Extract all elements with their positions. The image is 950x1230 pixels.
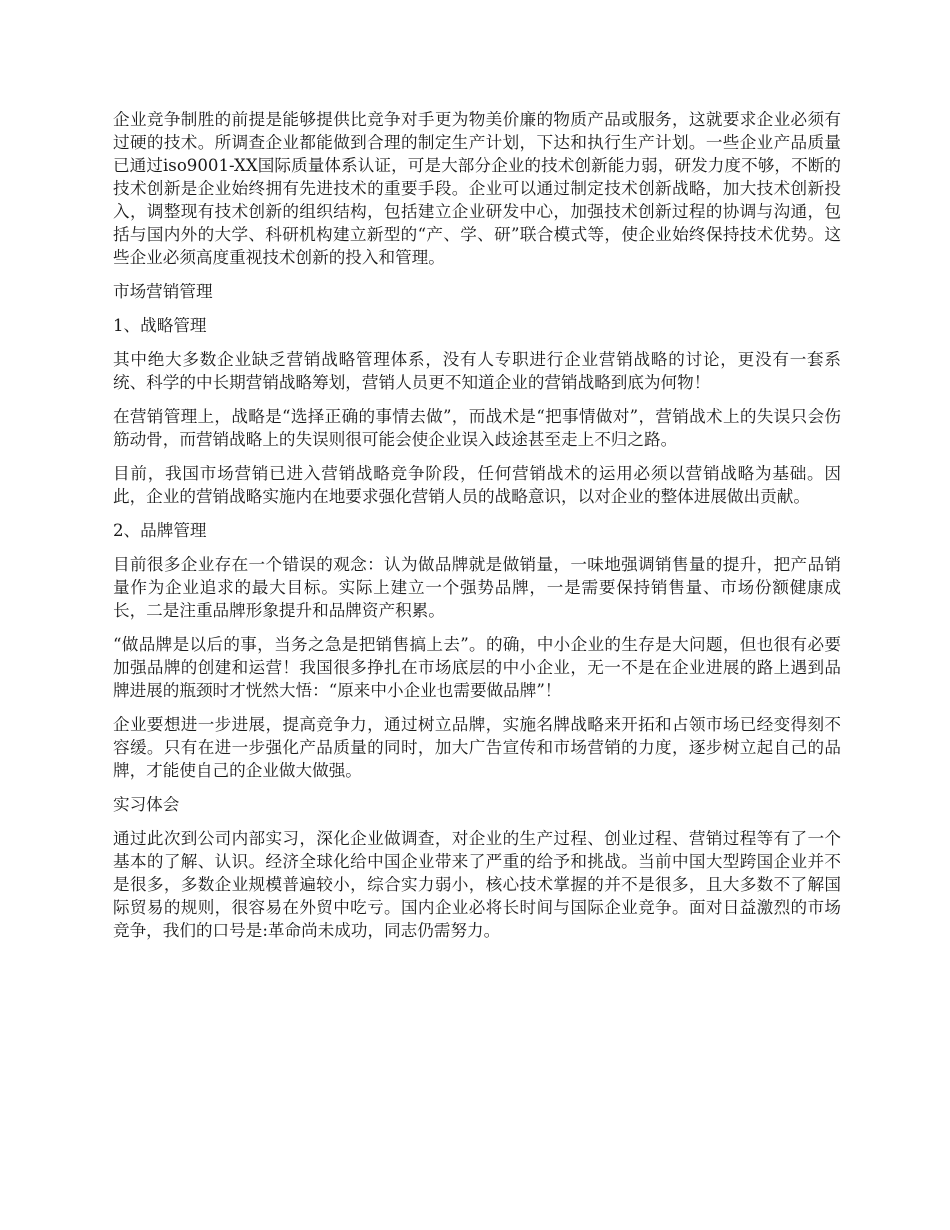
heading-marketing-management: 市场营销管理 xyxy=(113,282,213,301)
heading-strategy-management: 1、战略管理 xyxy=(113,316,207,335)
paragraph-brand-2: “做品牌是以后的事，当务之急是把销售搞上去”。的确，中小企业的生存是大问题，但也很有必要加强品牌的创建和运营！我国很多挣扎在市场底层的中小企业，无一不是在企业进展的路上遇到品牌进展的瓶颈时才恍然大悟：“原来中小企业也需要做品牌”！ xyxy=(113,635,841,700)
document-body xyxy=(113,108,841,953)
heading-internship-reflection: 实习体会 xyxy=(113,795,180,814)
paragraph-brand-3: 企业要想进一步进展，提高竞争力，通过树立品牌，实施名牌战略来开拓和占领市场已经变得刻不容缓。只有在进一步强化产品质量的同时，加大广告宣传和市场营销的力度，逐步树立起自己的品牌，才能使自己的企业做大做强。 xyxy=(113,715,841,780)
paragraph-strategy-1: 其中绝大多数企业缺乏营销战略管理体系，没有人专职进行企业营销战略的讨论，更没有一套系统、科学的中长期营销战略筹划，营销人员更不知道企业的营销战略到底为何物！ xyxy=(113,350,841,392)
paragraph-brand-1: 目前很多企业存在一个错误的观念：认为做品牌就是做销量，一味地强调销售量的提升，把产品销量作为企业追求的最大目标。实际上建立一个强势品牌，一是需要保持销售量、市场份额健康成长，二是注重品牌形象提升和品牌资产积累。 xyxy=(113,555,841,620)
heading-brand-management: 2、品牌管理 xyxy=(113,521,207,540)
paragraph-strategy-3: 目前，我国市场营销已进入营销战略竞争阶段，任何营销战术的运用必须以营销战略为基础。因此，企业的营销战略实施内在地要求强化营销人员的战略意识，以对企业的整体进展做出贡献。 xyxy=(113,464,841,506)
paragraph-strategy-2: 在营销管理上，战略是“选择正确的事情去做”，而战术是“把事情做对”，营销战术上的失误只会伤筋动骨，而营销战略上的失误则很可能会使企业误入歧途甚至走上不归之路。 xyxy=(113,407,841,449)
paragraph-technology-innovation: 企业竞争制胜的前提是能够提供比竞争对手更为物美价廉的物质产品或服务，这就要求企业必须有过硬的技术。所调查企业都能做到合理的制定生产计划，下达和执行生产计划。一些企业产品质量已通过iso9001-XX国际质量体系认证，可是大部分企业的技术创新能力弱，研发力度不够，不断的技术创新是企业始终拥有先进技术的重要手段。企业可以通过制定技术创新战略，加大技术创新投入，调整现有技术创新的组织结构，包括建立企业研发中心，加强技术创新过程的协调与沟通，包括与国内外的大学、科研机构建立新型的“产、学、研”联合模式等，使企业始终保持技术优势。这些企业必须高度重视技术创新的投入和管理。 xyxy=(113,110,841,267)
paragraph-internship: 通过此次到公司内部实习，深化企业做调查，对企业的生产过程、创业过程、营销过程等有了一个基本的了解、认识。经济全球化给中国企业带来了严重的给予和挑战。当前中国大型跨国企业并不是很多，多数企业规模普遍较小，综合实力弱小，核心技术掌握的并不是很多，且大多数不了解国际贸易的规则，很容易在外贸中吃亏。国内企业必将长时间与国际企业竞争。面对日益激烈的市场竞争，我们的口号是:革命尚未成功，同志仍需努力。 xyxy=(113,829,841,940)
